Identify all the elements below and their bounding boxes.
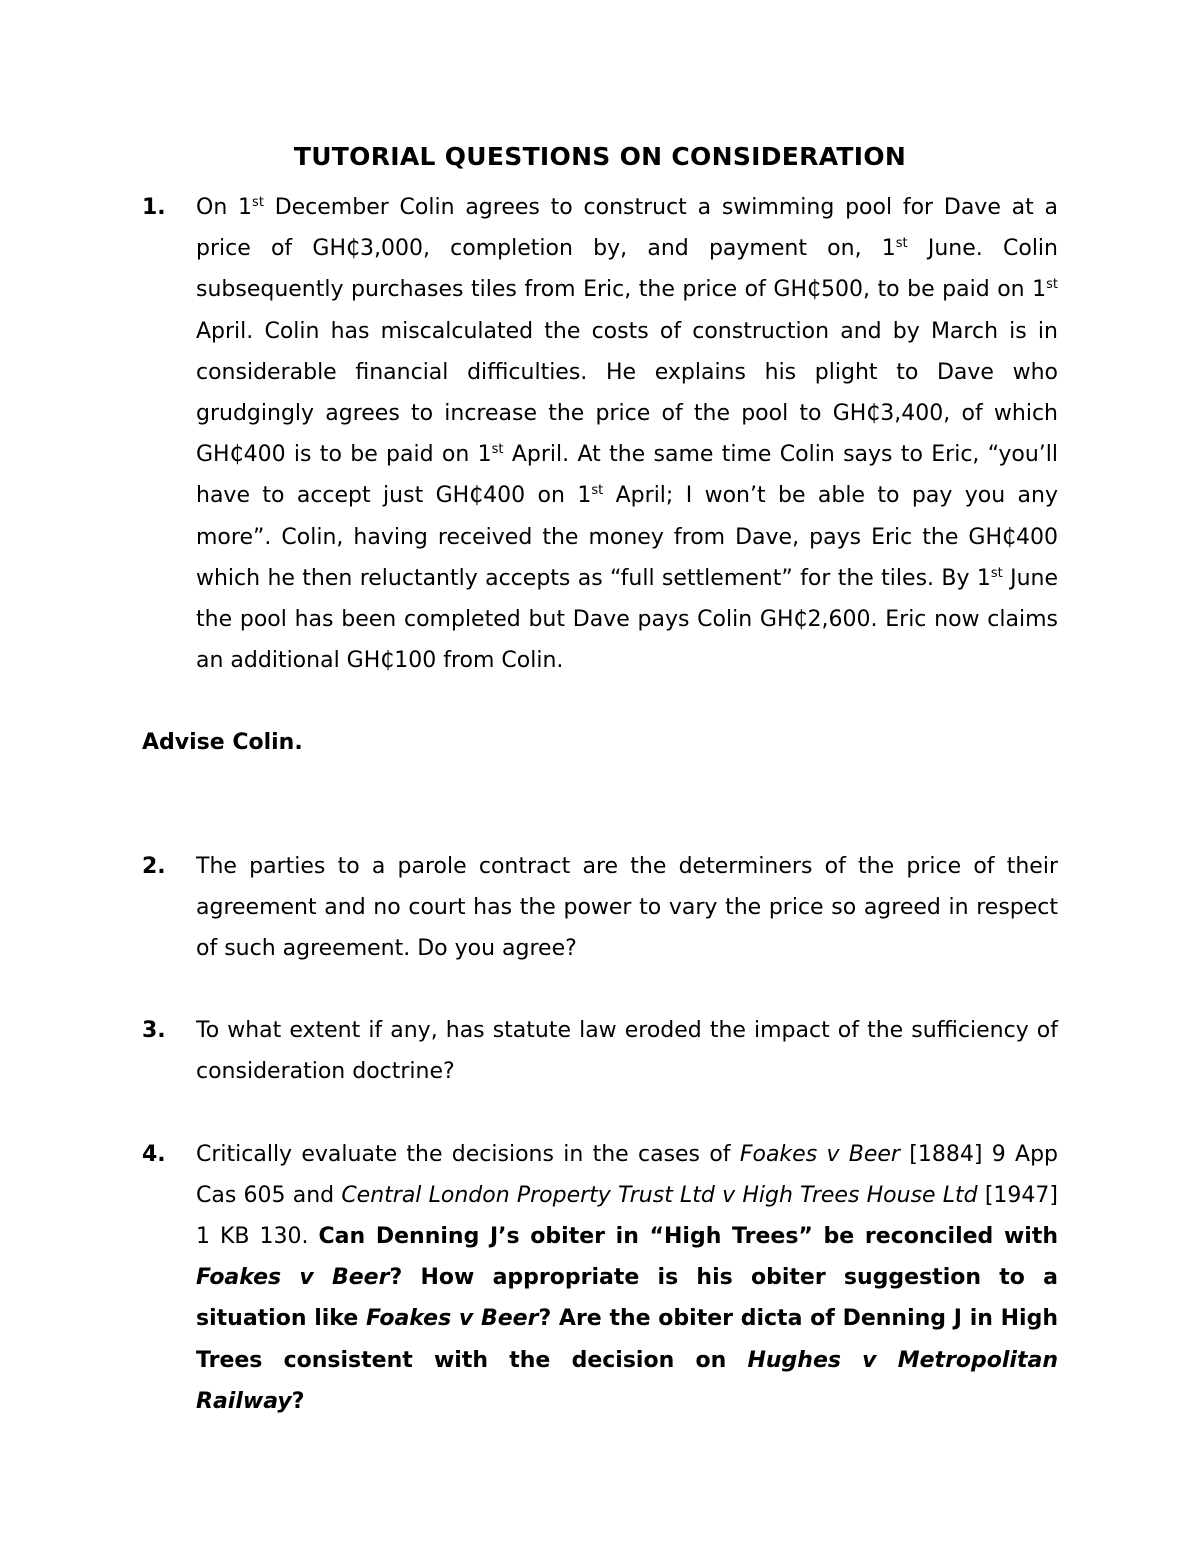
question-number: 1. [142,195,166,220]
advise-instruction: Advise Colin. [142,730,303,756]
question-2 [142,846,1058,970]
question-number: 3. [142,1018,166,1044]
question-1 [142,187,1058,681]
case-name: Foakes v Beer [196,1265,390,1291]
document-title: TUTORIAL QUESTIONS ON CONSIDERATION [293,142,907,171]
case-name: Central London Property Trust Ltd v High Trees House Ltd [341,1182,978,1208]
case-name: Hughes v Metropolitan Railway [196,1347,1058,1414]
question-text: Critically evaluate the decisions in the cases of Foakes v Beer [1884] 9 App Cas 605 and Central London Property Trust Ltd v High Trees House Ltd [1947] 1 KB 130. Can Denning J’s obiter in “High Trees” be reconciled with Foakes v Beer? How appropriate is his obiter suggestion to a situation like Foakes v Beer? Are the obiter dicta of Denning J in High Trees consistent with the decision on Hughes v Metropolitan Railway? [196,1141,1058,1414]
case-name: Foakes v Beer [739,1141,900,1167]
question-text: To what extent if any, has statute law eroded the impact of the sufficiency of consideration doctrine? [196,1018,1058,1085]
question-text: On 1st December Colin agrees to construct a swimming pool for Dave at a price of GH₵3,000, completion by, and payment on, 1st June. Colin subsequently purchases tiles from Eric, the price of GH₵500, to be paid on 1st April. Colin has miscalculated the costs of construction and by March is in considerable financial difficulties. He explains his plight to Dave who grudgingly agrees to increase the price of the pool to GH₵3,400, of which GH₵400 is to be paid on 1st April. At the same time Colin says to Eric, “you’ll have to accept just GH₵400 on 1st April; I won’t be able to pay you any more”. Colin, having received the money from Dave, pays Eric the GH₵400 which he then reluctantly accepts as “full settlement” for the tiles. By 1st June the pool has been completed but Dave pays Colin GH₵2,600. Eric now claims an additional GH₵100 from Colin. [196,195,1059,674]
case-name: Foakes v Beer [366,1306,539,1332]
question-number: 4. [142,1141,166,1167]
question-4 [142,1134,1058,1422]
question-number: 2. [142,853,166,879]
question-text: The parties to a parole contract are the determiners of the price of their agreement and no court has the power to vary the price so agreed in respect of such agreement. Do you agree? [196,853,1058,962]
question-3 [142,1010,1058,1092]
document-page [142,137,1058,1422]
